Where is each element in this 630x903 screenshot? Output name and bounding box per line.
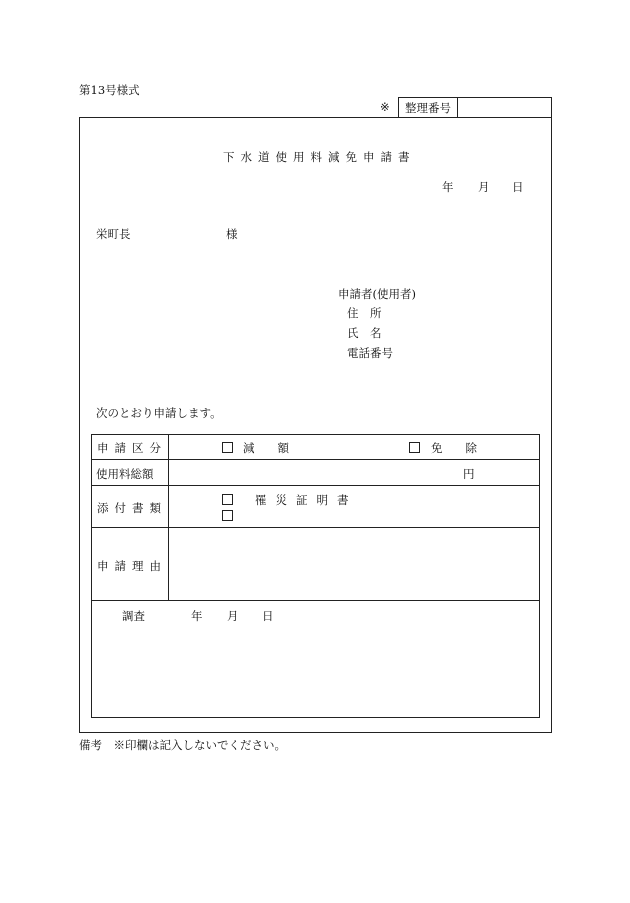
applicant-phone-label: 電話番号 bbox=[347, 346, 393, 360]
table-divider bbox=[91, 527, 540, 528]
total-label: 使用料総額 bbox=[96, 467, 154, 481]
total-unit: 円 bbox=[463, 467, 475, 481]
form-title: 下水道使用料減免申請書 bbox=[223, 150, 416, 164]
date-day: 日 bbox=[512, 180, 524, 194]
checkbox-exemption[interactable] bbox=[409, 442, 420, 453]
table-divider bbox=[91, 459, 540, 460]
reference-label: 整理番号 bbox=[405, 101, 451, 115]
applicant-heading: 申請者(使用者) bbox=[338, 287, 416, 301]
table-divider bbox=[91, 485, 540, 486]
addressee-honorific: 様 bbox=[226, 227, 238, 241]
checkbox-other-attachment[interactable] bbox=[222, 510, 233, 521]
table-column-divider bbox=[168, 434, 169, 600]
applicant-address-label: 住 所 bbox=[347, 306, 382, 320]
intro-text: 次のとおり申請します。 bbox=[96, 406, 222, 420]
survey-label: 調査 bbox=[122, 609, 145, 623]
date-year: 年 bbox=[442, 180, 454, 194]
checkbox-reduction[interactable] bbox=[222, 442, 233, 453]
reference-mark: ※ bbox=[380, 100, 390, 114]
form-number: 第13号様式 bbox=[79, 83, 140, 97]
option-reduction: 減 額 bbox=[243, 441, 289, 455]
reason-label: 申請理由 bbox=[97, 559, 167, 573]
category-label: 申請区分 bbox=[97, 441, 167, 455]
reference-divider bbox=[457, 97, 458, 118]
survey-year: 年 bbox=[191, 609, 203, 623]
applicant-name-label: 氏 名 bbox=[347, 326, 382, 340]
attachments-label: 添付書類 bbox=[97, 501, 167, 515]
checkbox-disaster-cert[interactable] bbox=[222, 494, 233, 505]
date-month: 月 bbox=[478, 180, 490, 194]
attachment-disaster-cert: 罹災証明書 bbox=[255, 493, 358, 507]
table-divider bbox=[91, 600, 540, 601]
footnote: 備考 ※印欄は記入しないでください。 bbox=[79, 738, 286, 752]
option-exemption: 免 除 bbox=[431, 441, 477, 455]
addressee-name: 栄町長 bbox=[96, 227, 131, 241]
survey-month: 月 bbox=[227, 609, 239, 623]
survey-day: 日 bbox=[262, 609, 274, 623]
